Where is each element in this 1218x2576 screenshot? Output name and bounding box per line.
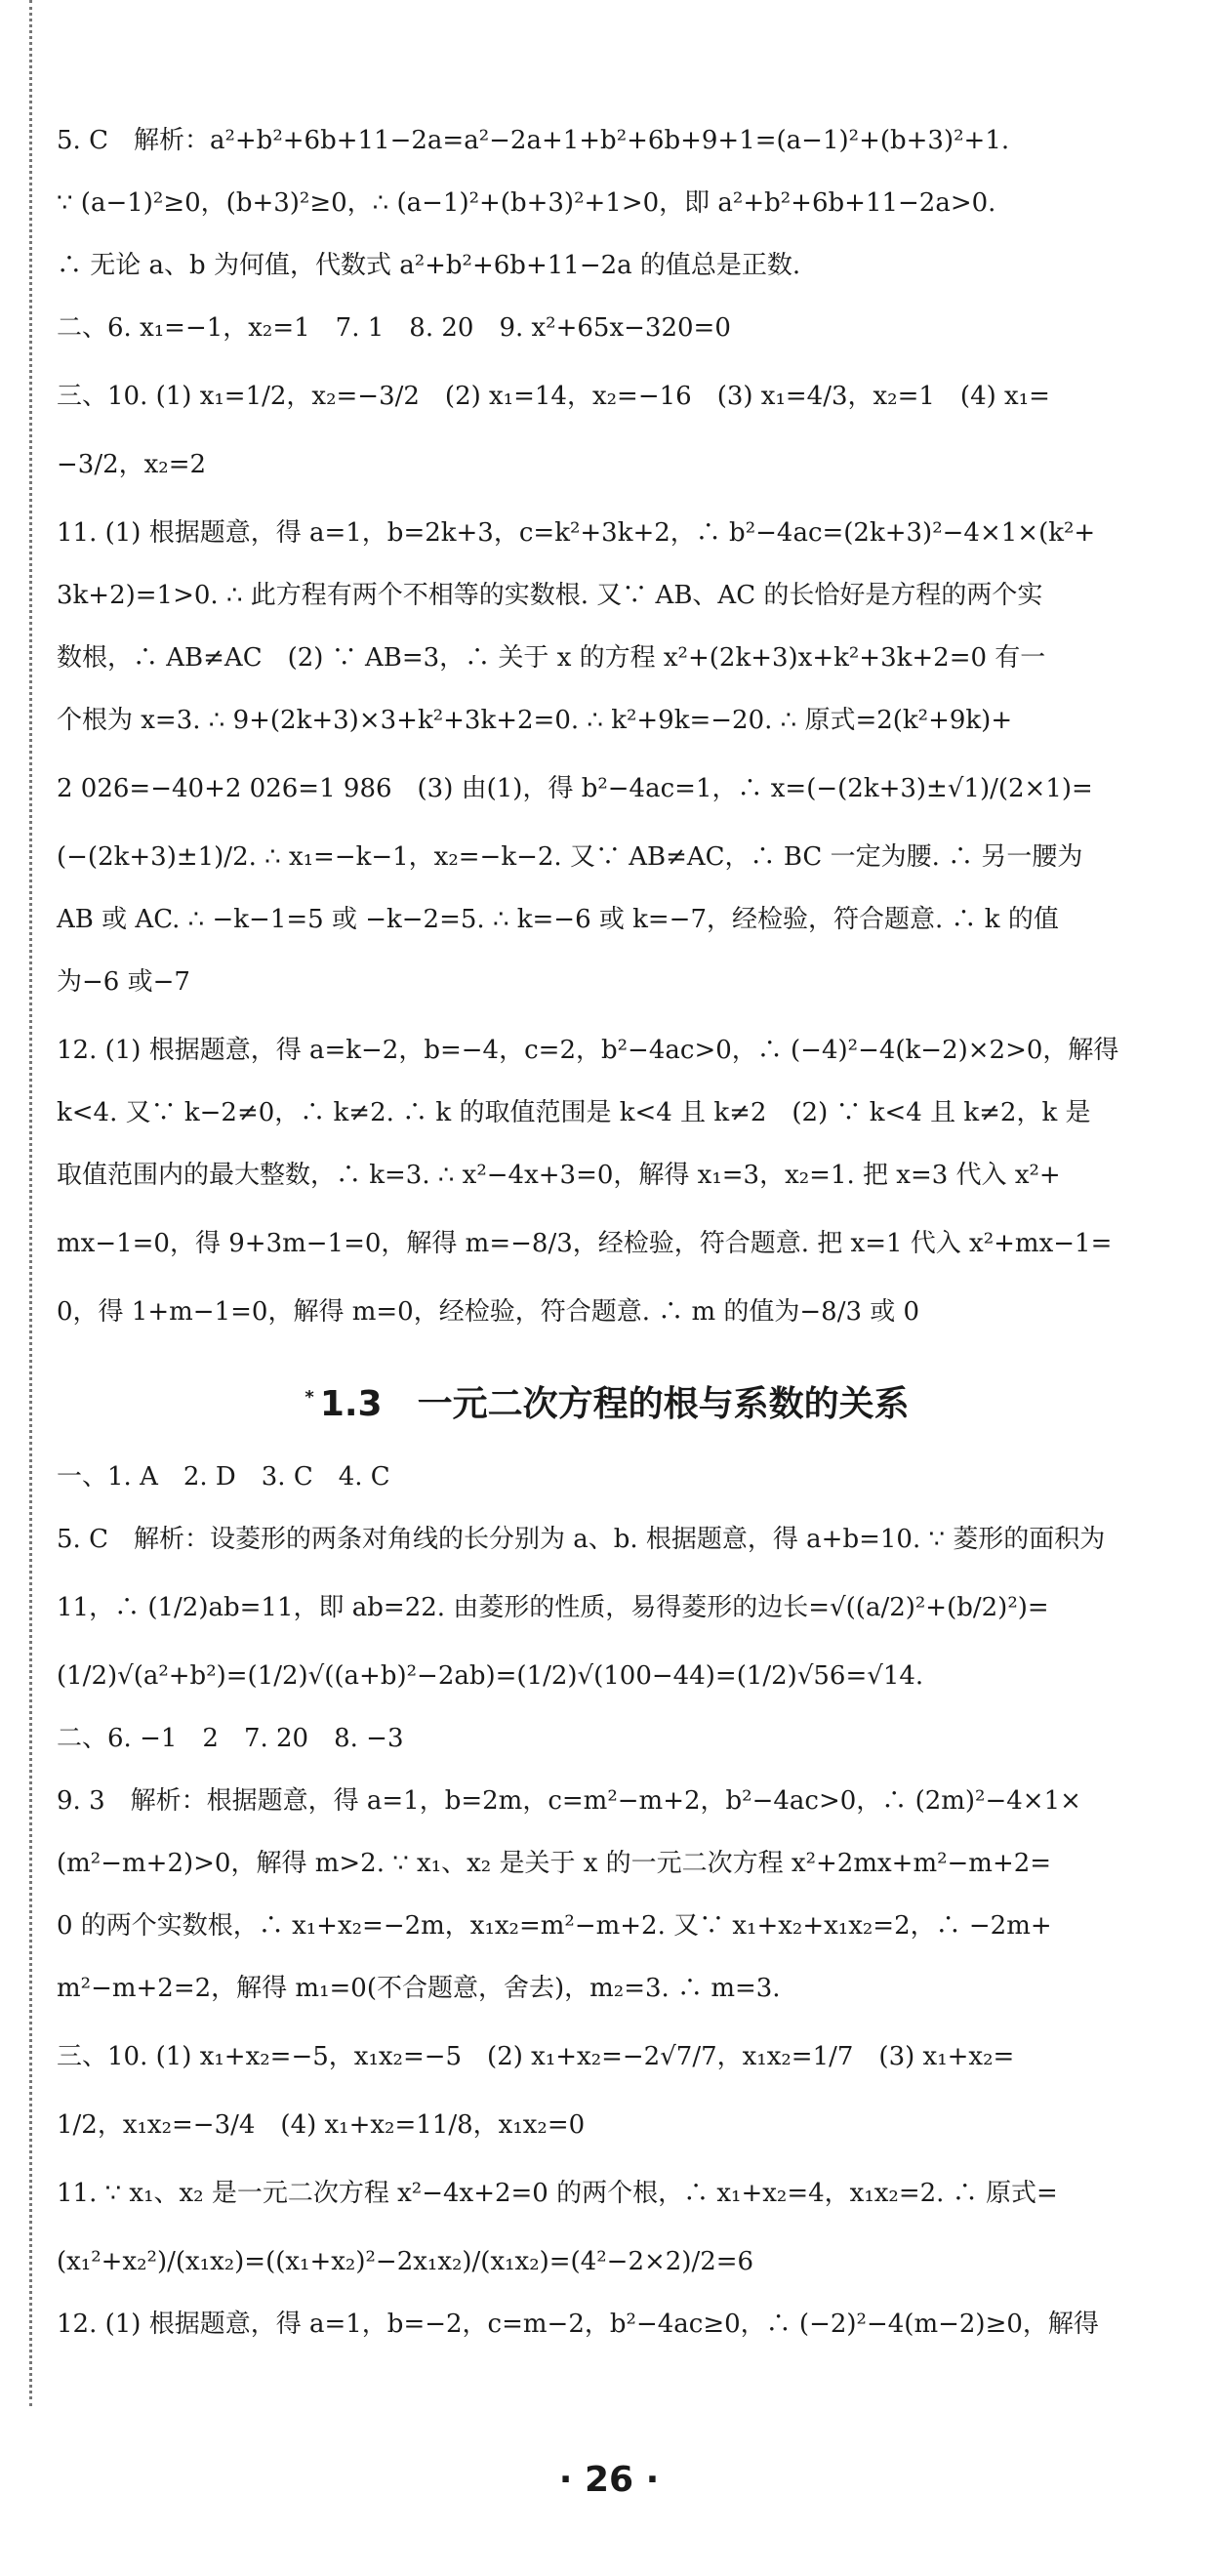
text-line: 取值范围内的最大整数，∴ k=3. ∴ x²−4x+3=0，解得 x₁=3，x₂=1. 把 x=3 代入 x²+ (57, 1161, 1061, 1190)
text-line: 3k+2)=1>0. ∴ 此方程有两个不相等的实数根. 又∵ AB、AC 的长恰好是方程的两个实 (57, 581, 1043, 610)
text-line: 0 的两个实数根，∴ x₁+x₂=−2m，x₁x₂=m²−m+2. 又∵ x₁+x₂+x₁x₂=2，∴ −2m+ (57, 1911, 1052, 1941)
text-line: 一、1. A 2. D 3. C 4. C (57, 1462, 390, 1492)
text-line: 个根为 x=3. ∴ 9+(2k+3)×3+k²+3k+2=0. ∴ k²+9k=−20. ∴ 原式=2(k²+9k)+ (57, 706, 1013, 735)
content (57, 109, 1157, 2355)
answers-previous-section (57, 109, 1157, 1343)
section-title (57, 1369, 1157, 1434)
text-line: 三、10. (1) x₁+x₂=−5，x₁x₂=−5 (2) x₁+x₂=−2√7/7，x₁x₂=1/7 (3) x₁+x₂= (57, 2042, 1015, 2071)
text-line: 数根，∴ AB≠AC (2) ∵ AB=3，∴ 关于 x 的方程 x²+(2k+3)x+k²+3k+2=0 有一 (57, 643, 1046, 673)
text-line: (−(2k+3)±1)/2. ∴ x₁=−k−1，x₂=−k−2. 又∵ AB≠AC，∴ BC 一定为腰. ∴ 另一腰为 (57, 842, 1083, 872)
text-line: 11，∴ (1/2)ab=11，即 ab=22. 由菱形的性质，易得菱形的边长=√((a/2)²+(b/2)²)= (57, 1593, 1049, 1622)
text-line: ∵ (a−1)²≥0，(b+3)²≥0，∴ (a−1)²+(b+3)²+1>0，即 a²+b²+6b+11−2a>0. (57, 188, 996, 218)
text-line: 12. (1) 根据题意，得 a=k−2，b=−4，c=2，b²−4ac>0，∴ (−4)²−4(k−2)×2>0，解得 (57, 1036, 1119, 1065)
text-line: 9. 3 解析：根据题意，得 a=1，b=2m，c=m²−m+2，b²−4ac>0，∴ (2m)²−4×1× (57, 1786, 1081, 1816)
text-line: 三、10. (1) x₁=1/2，x₂=−3/2 (2) x₁=14，x₂=−16 (3) x₁=4/3，x₂=1 (4) x₁= (57, 382, 1050, 411)
text-line: 5. C 解析：a²+b²+6b+11−2a=a²−2a+1+b²+6b+9+1=(a−1)²+(b+3)²+1. (57, 126, 1010, 155)
text-line: (1/2)√(a²+b²)=(1/2)√((a+b)²−2ab)=(1/2)√(100−44)=(1/2)√56=√14. (57, 1661, 924, 1691)
text-line: −3/2，x₂=2 (57, 450, 207, 479)
text-line: (m²−m+2)>0，解得 m>2. ∵ x₁、x₂ 是关于 x 的一元二次方程 x²+2mx+m²−m+2= (57, 1849, 1052, 1878)
text-line: 二、6. −1 2 7. 20 8. −3 (57, 1724, 404, 1753)
margin-dotted-line (29, 0, 32, 2406)
text-line: AB 或 AC. ∴ −k−1=5 或 −k−2=5. ∴ k=−6 或 k=−7，经检验，符合题意. ∴ k 的值 (57, 905, 1059, 934)
text-line: ∴ 无论 a、b 为何值，代数式 a²+b²+6b+11−2a 的值总是正数. (57, 251, 801, 280)
text-line: 11. ∵ x₁、x₂ 是一元二次方程 x²−4x+2=0 的两个根，∴ x₁+x₂=4，x₁x₂=2. ∴ 原式= (57, 2179, 1058, 2208)
text-line: m²−m+2=2，解得 m₁=0(不合题意，舍去)，m₂=3. ∴ m=3. (57, 1974, 781, 2003)
text-line: (x₁²+x₂²)/(x₁x₂)=((x₁+x₂)²−2x₁x₂)/(x₁x₂)=(4²−2×2)/2=6 (57, 2247, 754, 2276)
text-line: 5. C 解析：设菱形的两条对角线的长分别为 a、b. 根据题意，得 a+b=10. ∵ 菱形的面积为 (57, 1525, 1106, 1554)
text-line: 2 026=−40+2 026=1 986 (3) 由(1)，得 b²−4ac=1，∴ x=(−(2k+3)±√1)/(2×1)= (57, 774, 1093, 803)
text-line: 为−6 或−7 (57, 967, 190, 997)
text-line: 二、6. x₁=−1，x₂=1 7. 1 8. 20 9. x²+65x−320=0 (57, 313, 731, 343)
optional-section-star: * (304, 1387, 314, 1408)
text-line: 0，得 1+m−1=0，解得 m=0，经检验，符合题意. ∴ m 的值为−8/3 或 0 (57, 1297, 920, 1327)
section-title-text: 1.3 一元二次方程的根与系数的关系 (319, 1384, 910, 1424)
text-line: 1/2，x₁x₂=−3/4 (4) x₁+x₂=11/8，x₁x₂=0 (57, 2110, 586, 2140)
text-line: 12. (1) 根据题意，得 a=1，b=−2，c=m−2，b²−4ac≥0，∴ (−2)²−4(m−2)≥0，解得 (57, 2310, 1099, 2339)
page-number: · 26 · (558, 2460, 660, 2500)
text-line: 11. (1) 根据题意，得 a=1，b=2k+3，c=k²+3k+2，∴ b²−4ac=(2k+3)²−4×1×(k²+ (57, 518, 1096, 548)
answers-current-section (57, 1446, 1157, 2355)
text-line: k<4. 又∵ k−2≠0，∴ k≠2. ∴ k 的取值范围是 k<4 且 k≠2 (2) ∵ k<4 且 k≠2，k 是 (57, 1098, 1091, 1127)
text-line: mx−1=0，得 9+3m−1=0，解得 m=−8/3，经检验，符合题意. 把 x=1 代入 x²+mx−1= (57, 1229, 1113, 1258)
